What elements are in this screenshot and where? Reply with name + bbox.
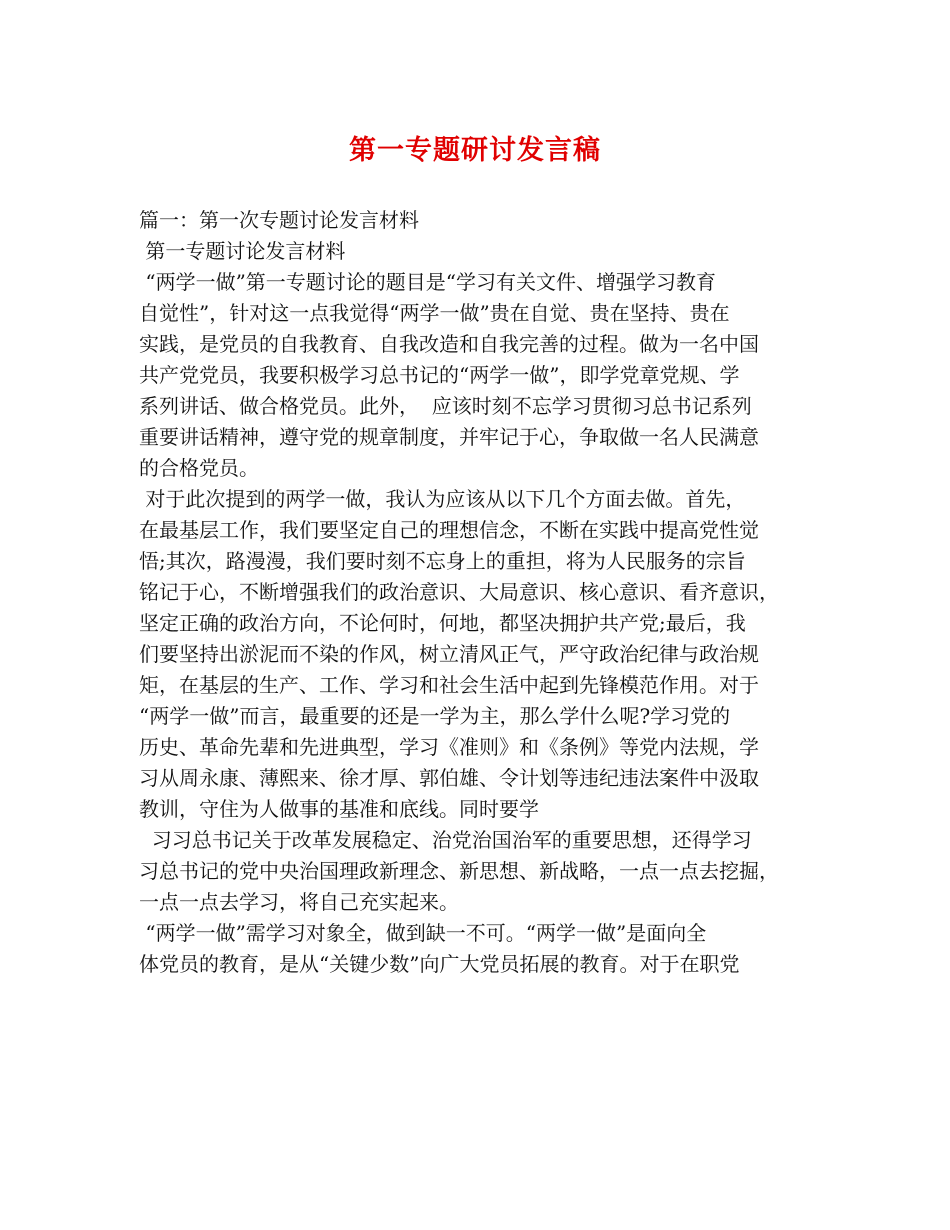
text-line: “两学一做”需学习对象全，做到缺一不可。“两学一做”是面向全 (139, 921, 707, 945)
text-line: 习从周永康、薄熙来、徐才厚、郭伯雄、令计划等违纪违法案件中汲取 (139, 766, 759, 790)
text-line: 悟;其次，路漫漫，我们要时刻不忘身上的重担，将为人民服务的宗旨 (139, 549, 746, 573)
document-body (139, 205, 819, 980)
text-line: 坚定正确的政治方向，不论何时，何地，都坚决拥护共产党;最后，我 (139, 611, 746, 635)
text-line: 习总书记的党中央治国理政新理念、新思想、新战略，一点一点去挖掘， (139, 859, 779, 883)
text-line: 系列讲话、做合格党员。此外， 应该时刻不忘学习贯彻习总书记系列 (139, 394, 752, 418)
text-line: 重要讲话精神，遵守党的规章制度，并牢记于心，争取做一名人民满意 (139, 425, 759, 449)
text-line: 第一专题讨论发言材料 (139, 239, 346, 263)
text-line: 习习总书记关于改革发展稳定、治党治国治军的重要思想，还得学习 (139, 828, 752, 852)
text-line: 矩，在基层的生产、工作、学习和社会生活中起到先锋模范作用。对于 (139, 673, 759, 697)
text-line: 在最基层工作，我们要坚定自己的理想信念，不断在实践中提高党性觉 (139, 518, 759, 542)
document-title: 第一专题研讨发言稿 (349, 135, 601, 166)
text-line: “两学一做”而言，最重要的还是一学为主，那么学什么呢?学习党的 (139, 704, 731, 728)
text-line: 的合格党员。 (139, 456, 259, 480)
text-line: 一点一点去学习，将自己充实起来。 (139, 890, 459, 914)
text-line: 篇一：第一次专题讨论发言材料 (139, 208, 419, 232)
text-line: 对于此次提到的两学一做，我认为应该从以下几个方面去做。首先， (139, 487, 746, 511)
text-line: 历史、革命先辈和先进典型，学习《准则》和《条例》等党内法规，学 (139, 735, 759, 759)
text-line: 铭记于心，不断增强我们的政治意识、大局意识、核心意识、看齐意识， (139, 580, 779, 604)
text-line: 教训，守住为人做事的基准和底线。同时要学 (139, 797, 539, 821)
text-line: 共产党党员，我要积极学习总书记的“两学一做”，即学党章党规、学 (139, 363, 740, 387)
text-line: “两学一做”第一专题讨论的题目是“学习有关文件、增强学习教育 (139, 270, 717, 294)
text-line: 自觉性”，针对这一点我觉得“两学一做”贵在自觉、贵在坚持、贵在 (139, 301, 730, 325)
text-line: 实践，是党员的自我教育、自我改造和自我完善的过程。做为一名中国 (139, 332, 759, 356)
text-line: 体党员的教育，是从“关键少数”向广大党员拓展的教育。对于在职党 (139, 952, 740, 976)
text-line: 们要坚持出淤泥而不染的作风，树立清风正气，严守政治纪律与政治规 (139, 642, 759, 666)
